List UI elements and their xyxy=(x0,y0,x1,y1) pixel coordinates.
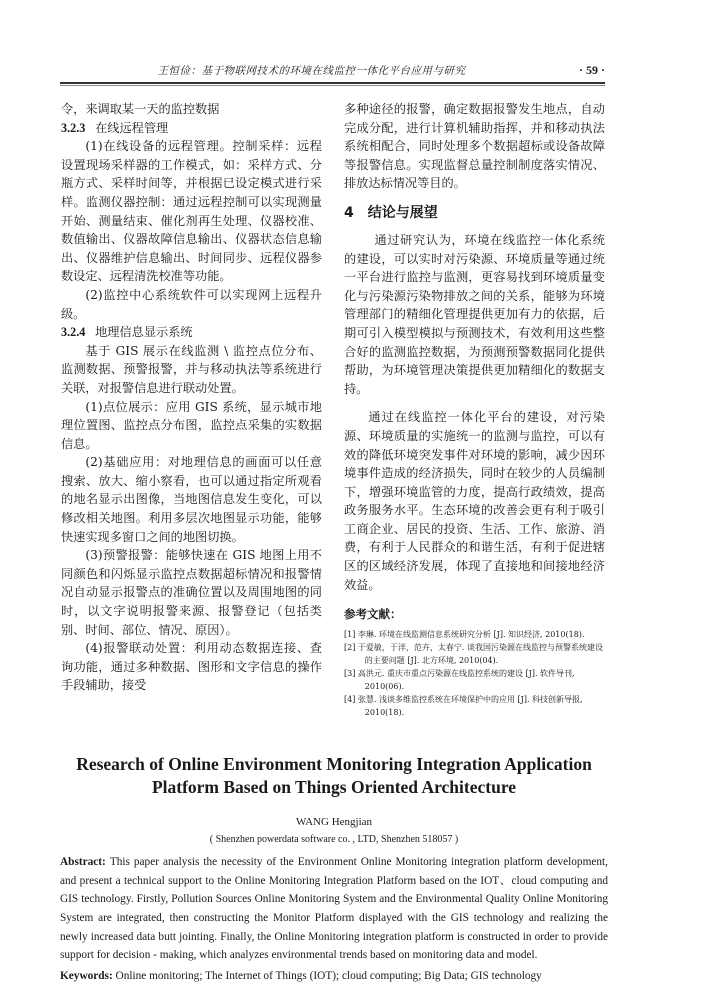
section-number: 4 xyxy=(344,204,354,221)
keywords-label: Keywords xyxy=(60,969,109,982)
section-heading-3-2-4 xyxy=(61,323,322,342)
header-rule-thin xyxy=(60,85,605,86)
reference-item: [1] 李琳. 环境在线监测信息系统研究分析 [J]. 知识经济, 2010(18). xyxy=(344,630,585,640)
section-number: 3.2.3 xyxy=(61,120,86,135)
section-heading-3-2-3 xyxy=(61,119,322,138)
header-rule xyxy=(60,82,605,84)
keywords-text: Online monitoring; The Internet of Things (IOT); cloud computing; Big Data; GIS technology xyxy=(115,969,542,982)
abstract-text: This paper analysis the necessity of the Environment Online Monitoring integration platform development, and present a technical support to the Online Monitoring Integration Platform based on the IOT、cloud computing and GIS technology. Firstly, Pollution Sources Online Monitoring System and the Environmental Quality Online Monitoring System are integrated, then constructing the Monitor Platform displayed with the GIS technology and realizing the newly increased data butt jointing. Finally, the Online Monitoring integration platform is constructed in order to provide support for decision - making, which analyzes environmental trends based on monitoring data and model. xyxy=(60,856,608,962)
continued-paragraph: 令，来调取某一天的监控数据 xyxy=(61,102,220,116)
english-affiliation: ( Shenzhen powerdata software co. , LTD, Shenzhen 518057 ) xyxy=(209,834,459,846)
paragraph: (4)报警联动处置：利用动态数据连接、查询功能，通过多种数据、图形和文字信息的操作手段辅助，接受 xyxy=(61,641,322,693)
paragraph: (1)在线设备的远程管理。控制采样：远程设置现场采样器的工作模式，如：采样方式、分瓶方式、采样时间等，并根据已设定模式进行采样。监测仪器控制：通过远程控制可以实现测量开始、测量结束、催化剂再生处理、仪器校准、数值输出、仪器故障信息输出、仪器状态信息输出、仪器维护信息输出、时间同步、远程仪器参数设定、远程清洗校准等功能。 xyxy=(61,139,322,284)
continued-paragraph: 多种途径的报警，确定数据报警发生地点，自动完成分配，进行计算机辅助指挥，并和移动执法系统相配合，同时处理多个数据超标或设备故障等报警信息。实现监督总量控制制度落实情况、排放达标情况等目的。 xyxy=(344,102,605,191)
abstract-label: Abstract xyxy=(60,856,103,869)
body-columns xyxy=(61,100,605,719)
left-column xyxy=(61,100,322,695)
english-author: WANG Hengjian xyxy=(295,816,373,829)
section-title: 地理信息显示系统 xyxy=(95,325,193,340)
section-title: 在线远程管理 xyxy=(95,120,169,135)
paragraph: (2)基础应用：对地理信息的画面可以任意搜索、放大、缩小察看，也可以通过指定所观看的地名显示出图像，当地图信息发生变化，可以修改相关地图。利用多层次地图显示功能，能够快速实现多窗口之间的地图切换。 xyxy=(61,455,322,544)
references-list xyxy=(344,628,605,719)
section-title: 结论与展望 xyxy=(367,204,438,221)
page-number: · 59 · xyxy=(578,63,605,77)
running-head-title: 王恒俭：基于物联网技术的环境在线监控一体化平台应用与研究 xyxy=(157,65,466,77)
running-head xyxy=(60,62,605,79)
section-heading-4 xyxy=(344,203,605,223)
english-title xyxy=(60,753,608,799)
english-abstract: Abstract: This paper analysis the necessity of the Environment Online Monitoring integration platform development, and present a technical support to the Online Monitoring Integration Platform based on the IOT、cloud computing and GIS technology. Firstly, Pollution Sources Online Monitoring System and the Environmental Quality Online Monitoring System are integrated, then constructing the Monitor Platform displayed with the GIS technology and realizing the newly increased data butt jointing. Finally, the Online Monitoring integration platform is constructed in order to provide support for decision - making, which analyzes environmental trends based on monitoring data and model. xyxy=(60,856,608,962)
paragraph: (2)监控中心系统软件可以实现网上远程升级。 xyxy=(61,287,322,321)
english-title-line: Research of Online Environment Monitoring Integration Application xyxy=(76,754,592,775)
reference-item: [2] 于爱敏，于洋，范卉，太春宁. 谈我国污染源在线监控与预警系统建设的主要问题 [J]. 北方环境, 2010(04). xyxy=(344,643,603,666)
english-keywords: Keywords: Online monitoring; The Internet of Things (IOT); cloud computing; Big Data; GIS technology xyxy=(60,969,542,982)
reference-item: [4] 张慧. 浅谈多维监控系统在环境保护中的应用 [J]. 科技创新导报, 2010(18). xyxy=(344,695,583,718)
paragraph: 基于 GIS 展示在线监测 \ 监控点位分布、监测数据、预警报警，并与移动执法等系统进行关联，对报警信息进行联动处置。 xyxy=(61,343,322,395)
section-number: 3.2.4 xyxy=(61,325,86,340)
paragraph: (1)点位展示：应用 GIS 系统，显示城市地理位置图、监控点分布图，监控点采集的实数据信息。 xyxy=(61,399,322,451)
references-heading: 参考文献： xyxy=(344,607,402,622)
paragraph: 通过研究认为，环境在线监控一体化系统的建设，可以实时对污染源、环境质量等通过统一平台进行监控与监测，更容易找到环境质量变化与污染源污染物排放之间的关系，能够为环境管理部门的精细化管理提供更加有力的依据，后期可引入模型模拟与预测技术，有效利用这些整合好的监测监控数据，为预测预警数据同化提供帮助，为环境管理决策提供更加精细化的数据支持。 xyxy=(344,232,605,396)
paragraph: (3)预警报警：能够快速在 GIS 地图上用不同颜色和闪烁显示监控点数据超标情况和报警情况自动显示报警点的准确位置以及周围地图的同时，以文字说明报警来源、报警登记（包括类别、时间、部位、情况、原因）。 xyxy=(61,548,322,637)
paragraph: 通过在线监控一体化平台的建设，对污染源、环境质量的实施统一的监测与监控，可以有效的降低环境突发事件对环境的影响，减少因环境事件造成的经济损失，同时在较少的人员编制下，增强环境监管的力度，提高行政绩效，提高政务服务水平。生态环境的改善会更有利于吸引工商企业、居民的投资、生活、工作、旅游、消费，有利于人民群众的和谐生活，有利于促进辖区的区域经济发展，体现了直接地和间接地经济效益。 xyxy=(344,410,605,592)
reference-item: [3] 高洪元. 重庆市重点污染源在线监控系统的建设 [J]. 软件导刊, 2010(06). xyxy=(344,669,575,692)
english-title-line: Platform Based on Things Oriented Architecture xyxy=(151,777,517,798)
right-column xyxy=(344,100,605,719)
